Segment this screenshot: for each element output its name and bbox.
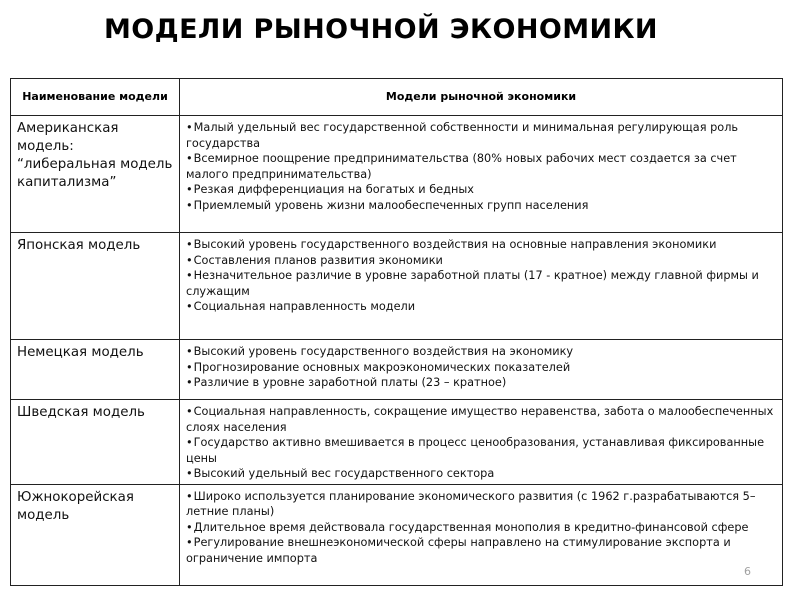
model-name: Американская модель: “либеральная модель капитализма” [11,116,180,233]
feature-item: • Широко используется планирование экономического развития (с 1962 г.разрабатываются 5–летние планы) [186,489,778,520]
model-name: Южнокорейская модель [11,484,180,585]
header-model-name: Наименование модели [11,79,180,116]
model-features [180,116,783,233]
feature-item: • Приемлемый уровень жизни малообеспеченных групп населения [186,198,778,214]
feature-item: • Всемирное поощрение предпринимательства (80% новых рабочих мест создается за счет малого предпринимательства) [186,151,778,182]
model-features [180,233,783,340]
model-features [180,340,783,400]
feature-item: • Малый удельный вес государственной собственности и минимальная регулирующая роль государства [186,120,778,151]
table-row [11,116,783,233]
feature-item: • Различие в уровне заработной платы (23 – кратное) [186,375,778,391]
model-name: Шведская модель [11,400,180,485]
feature-item: • Высокий удельный вес государственного сектора [186,466,778,482]
model-features [180,484,783,585]
feature-item: • Регулирование внешнеэкономической сферы направлено на стимулирование экспорта и ограничение импорта [186,535,778,566]
model-name: Немецкая модель [11,340,180,400]
feature-item: • Высокий уровень государственного воздействия на основные направления экономики [186,237,778,253]
table-header-row [11,79,783,116]
feature-item: • Социальная направленность, сокращение имущество неравенства, забота о малообеспеченных слоях населения [186,404,778,435]
table-row [11,400,783,485]
model-features [180,400,783,485]
market-models-table [10,78,783,586]
model-name: Японская модель [11,233,180,340]
feature-item: • Незначительное различие в уровне заработной платы (17 - кратное) между главной фирмы и служащим [186,268,778,299]
feature-item: • Длительное время действовала государственная монополия в кредитно-финансовой сфере [186,520,778,536]
table-row [11,484,783,585]
table-row [11,233,783,340]
feature-item: • Прогнозирование основных макроэкономических показателей [186,360,778,376]
feature-item: • Резкая дифференциация на богатых и бедных [186,182,778,198]
header-market-models: Модели рыночной экономики [180,79,783,116]
page-number: 6 [744,565,751,578]
slide-title: МОДЕЛИ РЫНОЧНОЙ ЭКОНОМИКИ [104,14,658,45]
table-row [11,340,783,400]
feature-item: • Государство активно вмешивается в процесс ценообразования, устанавливая фиксированные цены [186,435,778,466]
feature-item: • Высокий уровень государственного воздействия на экономику [186,344,778,360]
feature-item: • Социальная направленность модели [186,299,778,315]
feature-item: • Составления планов развития экономики [186,253,778,269]
